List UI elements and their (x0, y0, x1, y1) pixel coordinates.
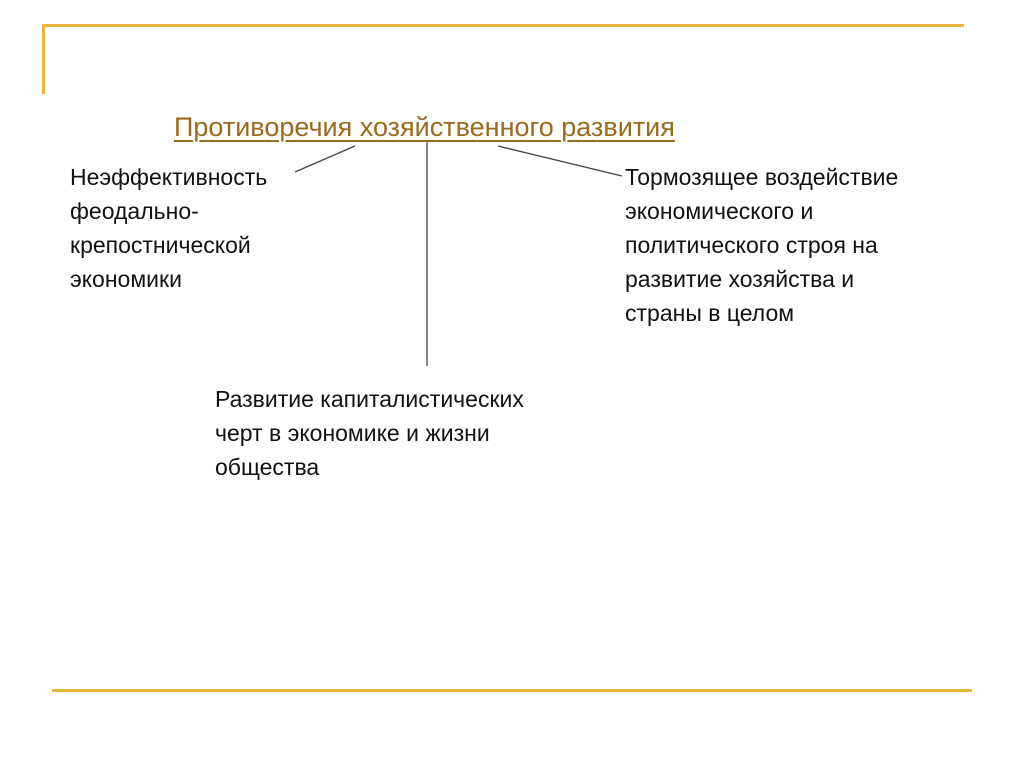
node-inhibiting-effect (625, 160, 985, 330)
node-capitalist-development (215, 382, 615, 484)
node-text-line: экономического и (625, 198, 814, 224)
diagram-title: Противоречия хозяйственного развития (174, 112, 675, 142)
node-inefficiency (70, 160, 330, 296)
node-text-line: страны в целом (625, 300, 795, 326)
node-text-line: феодально- (70, 198, 199, 224)
node-text-line: Неэффективность (70, 164, 268, 190)
node-text-line: экономики (70, 266, 182, 292)
node-text-line: политического строя на (625, 232, 878, 258)
connector-right (498, 146, 622, 176)
node-text-line: развитие хозяйства и (625, 266, 855, 292)
node-text-line: Тормозящее воздействие (625, 164, 899, 190)
node-text-line: общества (215, 454, 320, 480)
node-text-line: крепостнической (70, 232, 251, 258)
node-text-line: Развитие капиталистических (215, 386, 524, 412)
node-text-line: черт в экономике и жизни (215, 420, 490, 446)
